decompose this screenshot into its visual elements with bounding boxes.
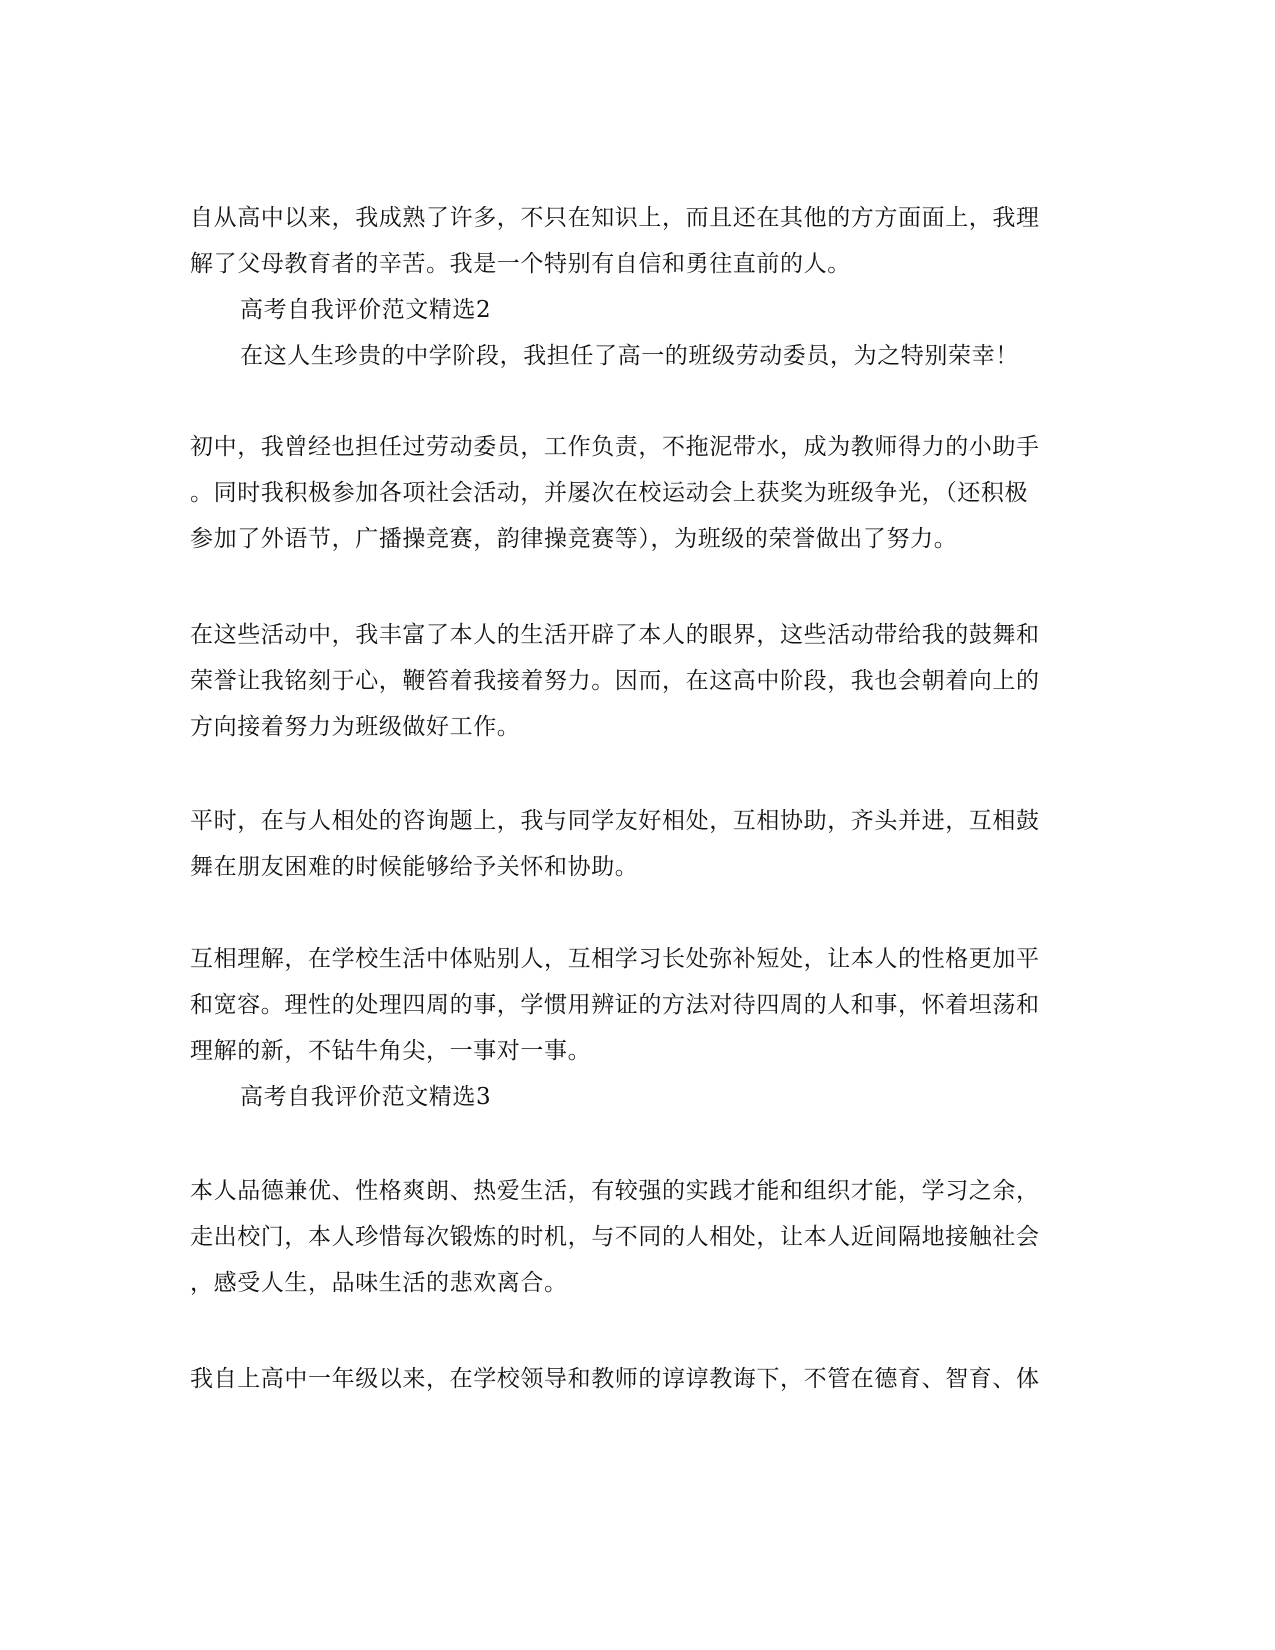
text-line: 方向接着努力为班级做好工作。 xyxy=(190,714,521,740)
text-line: 平时，在与人相处的咨询题上，我与同学友好相处，互相协助，齐头并进，互相鼓 xyxy=(190,808,1040,834)
text-line: 参加了外语节，广播操竞赛，韵律操竞赛等），为班级的荣誉做出了努力。 xyxy=(190,526,958,552)
text-line: 解了父母教育者的辛苦。我是一个特别有自信和勇往直前的人。 xyxy=(190,251,851,277)
text-line: 自从高中以来，我成熟了许多，不只在知识上，而且还在其他的方方面面上，我理 xyxy=(190,205,1040,231)
section-heading: 高考自我评价范文精选3 xyxy=(240,1084,492,1110)
text-line: 荣誉让我铭刻于心，鞭笞着我接着努力。因而，在这高中阶段，我也会朝着向上的 xyxy=(190,668,1040,694)
text-line: 。同时我积极参加各项社会活动，并屡次在校运动会上获奖为班级争光，（还积极 xyxy=(190,480,1029,506)
text-line: 互相理解，在学校生活中体贴别人，互相学习长处弥补短处，让本人的性格更加平 xyxy=(190,946,1040,972)
text-line: 理解的新，不钻牛角尖，一事对一事。 xyxy=(190,1038,592,1064)
text-line: 在这人生珍贵的中学阶段，我担任了高一的班级劳动委员，为之特别荣幸！ xyxy=(240,343,1019,369)
text-line: 我自上高中一年级以来，在学校领导和教师的谆谆教诲下，不管在德育、智育、体 xyxy=(190,1366,1040,1392)
text-line: 走出校门，本人珍惜每次锻炼的时机，与不同的人相处，让本人近间隔地接触社会 xyxy=(190,1224,1040,1250)
text-line: 在这些活动中，我丰富了本人的生活开辟了本人的眼界，这些活动带给我的鼓舞和 xyxy=(190,622,1040,648)
text-line: 本人品德兼优、性格爽朗、热爱生活，有较强的实践才能和组织才能，学习之余， xyxy=(190,1178,1040,1204)
section-heading: 高考自我评价范文精选2 xyxy=(240,297,492,323)
text-line: ，感受人生，品味生活的悲欢离合。 xyxy=(190,1270,568,1296)
text-line: 舞在朋友困难的时候能够给予关怀和协助。 xyxy=(190,854,639,880)
text-line: 初中，我曾经也担任过劳动委员，工作负责，不拖泥带水，成为教师得力的小助手 xyxy=(190,434,1040,460)
text-line: 和宽容。理性的处理四周的事，学惯用辨证的方法对待四周的人和事，怀着坦荡和 xyxy=(190,992,1040,1018)
